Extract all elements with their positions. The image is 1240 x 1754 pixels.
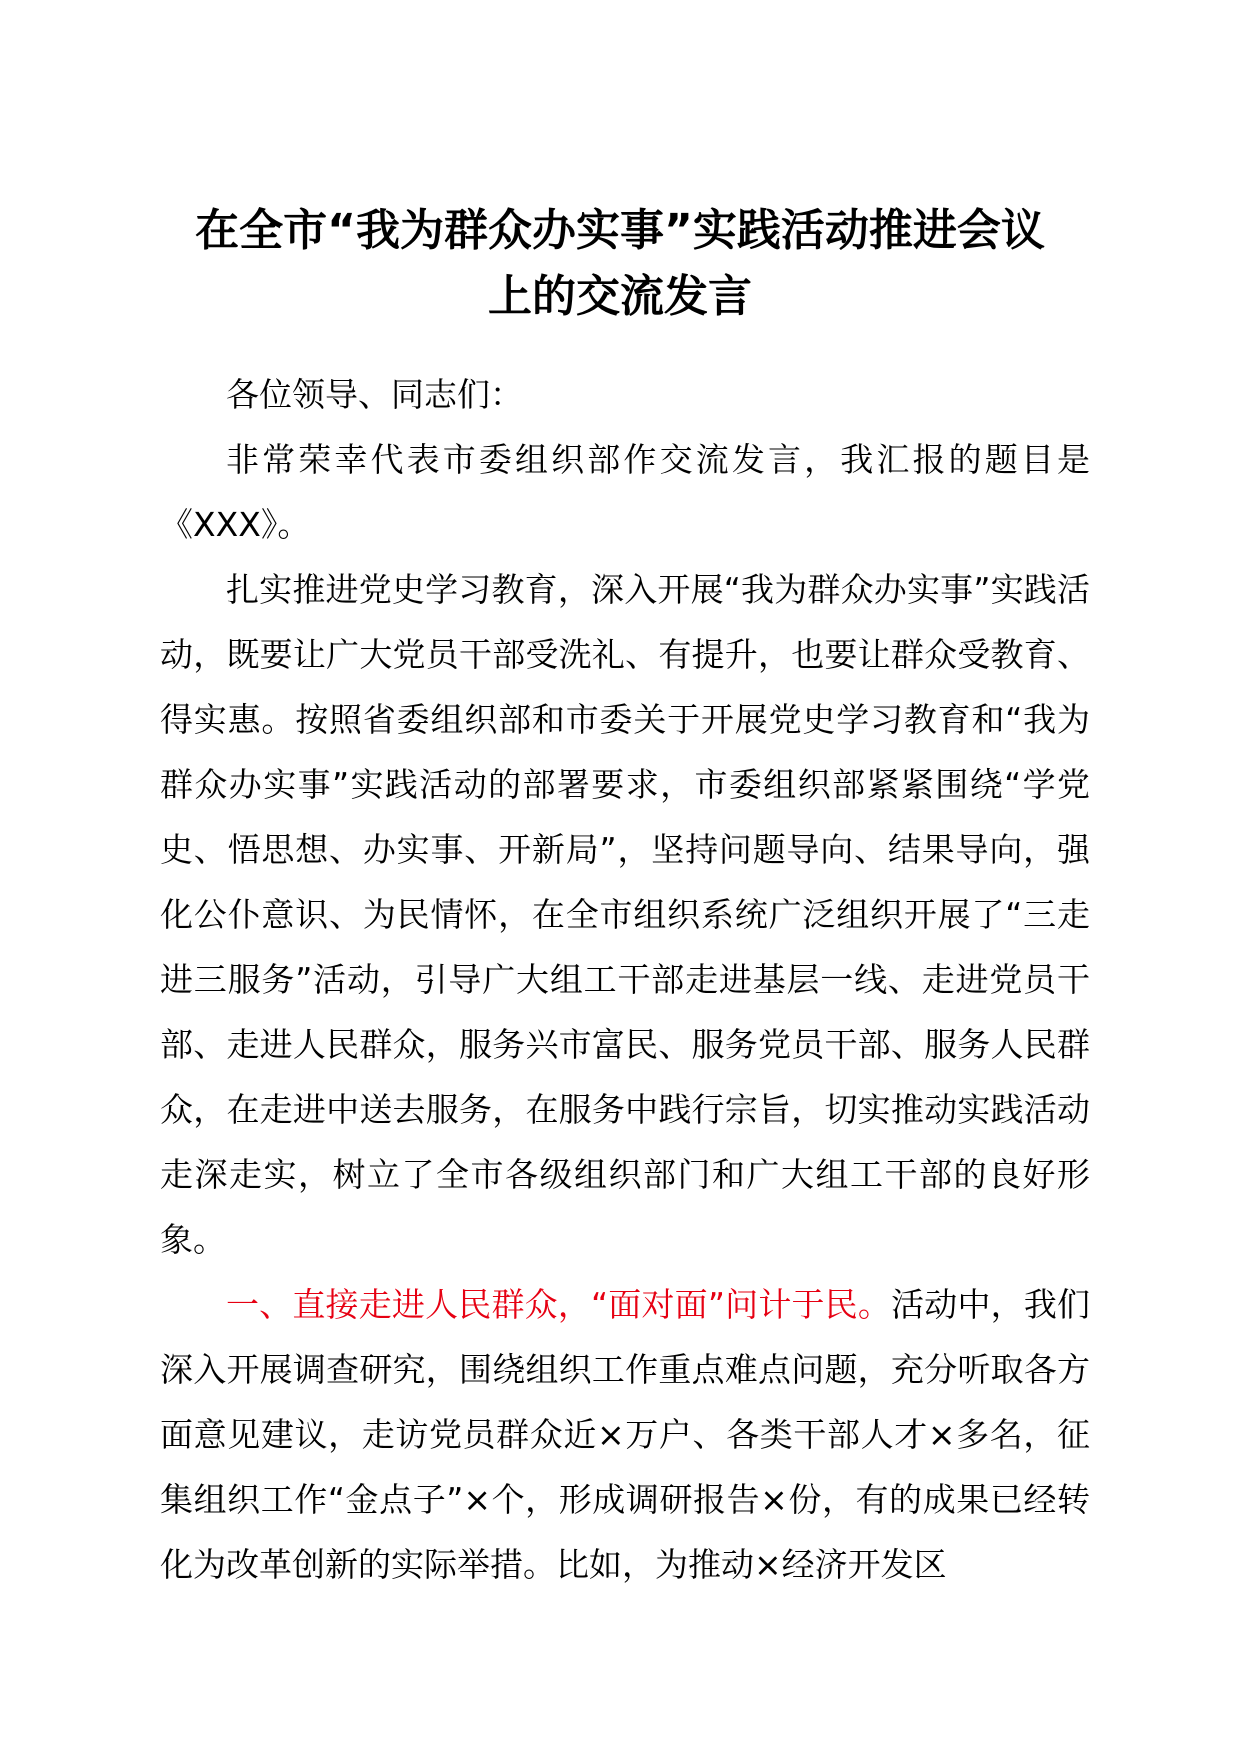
section-1-heading: 一、直接走进人民群众，“面对面”问计于民。 <box>226 1285 892 1324</box>
paragraph-section-1 <box>160 1272 1090 1597</box>
paragraph-background: 扎实推进党史学习教育，深入开展“我为群众办实事”实践活动，既要让广大党员干部受洗礼、有提升，也要让群众受教育、得实惠。按照省委组织部和市委关于开展党史学习教育和“我为群众办实事”实践活动的部署要求，市委组织部紧紧围绕“学党史、悟思想、办实事、开新局”，坚持问题导向、结果导向，强化公仆意识、为民情怀，在全市组织系统广泛组织开展了“三走进三服务”活动，引导广大组工干部走进基层一线、走进党员干部、走进人民群众，服务兴市富民、服务党员干部、服务人民群众，在走进中送去服务，在服务中践行宗旨，切实推动实践活动走深走实，树立了全市各级组织部门和广大组工干部的良好形象。 <box>160 570 1090 1259</box>
paragraph-intro: 非常荣幸代表市委组织部作交流发言，我汇报的题目是《XXX》。 <box>160 440 1090 544</box>
document-title-line-1: 在全市“我为群众办实事”实践活动推进会议 <box>195 205 1045 256</box>
document-body <box>160 362 1090 1597</box>
salutation: 各位领导、同志们： <box>226 375 523 414</box>
section-1-text: 活动中，我们深入开展调查研究，围绕组织工作重点难点问题，充分听取各方面意见建议，走访党员群众近×万户、各类干部人才×多名，征集组织工作“金点子”×个，形成调研报告×份，有的成果已经转化为改革创新的实际举措。比如，为推动×经济开发区 <box>160 1285 1091 1584</box>
document-title-line-2: 上的交流发言 <box>488 271 752 322</box>
